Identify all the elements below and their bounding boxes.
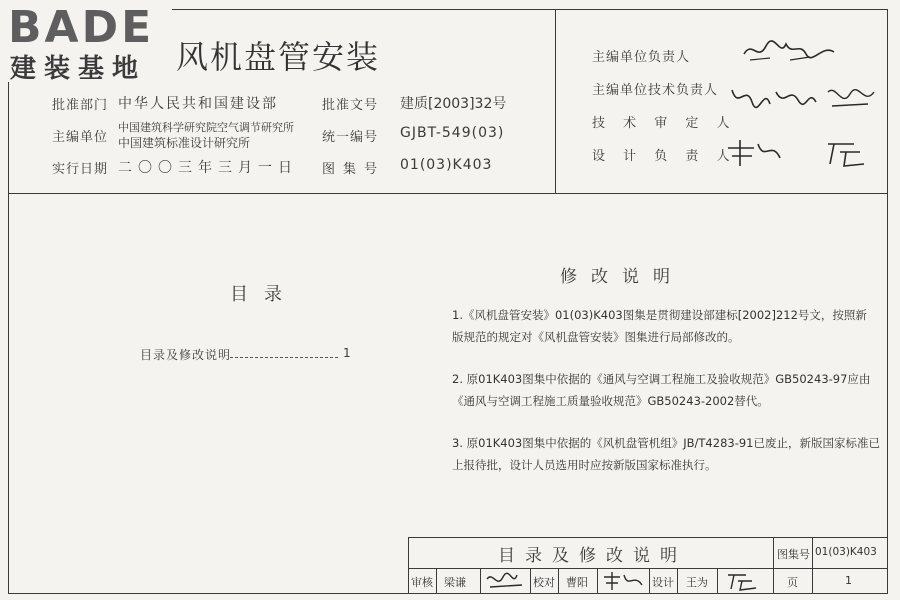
tb-atlas-no-value: 01(03)K403 bbox=[815, 546, 877, 558]
note-1-line-2: 版规范的规定对《风机盘管安装》图集进行局部修改的。 bbox=[452, 330, 740, 344]
tb-review-name: 梁谦 bbox=[444, 576, 466, 589]
signature-designer bbox=[724, 136, 874, 170]
tb-check-name: 曹阳 bbox=[566, 576, 588, 589]
tb-check-signature bbox=[600, 569, 646, 593]
approval-no-label: 批准文号 bbox=[322, 98, 379, 113]
title-block-col-1 bbox=[773, 537, 774, 594]
note-3-line-2: 上报待批，设计人员选用时应按新版国家标准执行。 bbox=[452, 458, 717, 472]
effective-date-label: 实行日期 bbox=[52, 162, 109, 177]
tb-review-label: 审核 bbox=[411, 576, 433, 589]
note-1-line-1: 1.《风机盘管安装》01(03)K403图集是贯彻建设部建标[2002]212号文，按照新 bbox=[452, 308, 867, 322]
tb-cell-sep-6 bbox=[649, 568, 650, 594]
signature-chief-tech bbox=[728, 80, 878, 114]
document-title: 风机盘管安装 bbox=[176, 38, 381, 76]
tb-check-label: 校对 bbox=[533, 576, 555, 589]
tb-cell-sep-5 bbox=[597, 568, 598, 594]
toc-item-label[interactable]: 目录及修改说明 bbox=[140, 348, 232, 362]
chief-editor-head-label: 主编单位负责人 bbox=[592, 50, 691, 65]
note-2-line-2: 《通风与空调工程施工质量验收规范》GB50243-2002替代。 bbox=[452, 394, 769, 408]
tb-cell-sep-3 bbox=[530, 568, 531, 594]
effective-date-value: 二〇〇三年三月一日 bbox=[118, 160, 298, 176]
tb-cell-sep-4 bbox=[558, 568, 559, 594]
designer-label: 设 计 负 责 人 bbox=[592, 149, 737, 164]
reviewer-label: 技 术 审 定 人 bbox=[592, 116, 737, 131]
editor-units-label: 主编单位 bbox=[52, 130, 109, 145]
atlas-no-value: 01(03)K403 bbox=[400, 157, 493, 173]
tb-design-signature bbox=[722, 569, 768, 593]
sheet-title: 目录及修改说明 bbox=[498, 546, 687, 566]
unified-no-value: GJBT-549(03) bbox=[400, 125, 505, 141]
toc-title: 目录 bbox=[230, 284, 298, 305]
tb-cell-sep-7 bbox=[677, 568, 678, 594]
note-3-line-1: 3. 原01K403图集中依据的《风机盘管机组》JB/T4283-91已废止，新版国家标准已 bbox=[452, 436, 880, 450]
logo-slogan: 建装基地 bbox=[10, 54, 147, 84]
note-2-line-1: 2. 原01K403图集中依据的《通风与空调工程施工及验收规范》GB50243-97应由 bbox=[452, 372, 871, 386]
tb-cell-sep-1 bbox=[436, 568, 437, 594]
editor-unit-2: 中国建筑标准设计研究所 bbox=[118, 136, 251, 150]
tb-design-label: 设计 bbox=[652, 576, 674, 589]
tb-atlas-no-label: 图集号 bbox=[777, 548, 810, 561]
tb-design-name: 王为 bbox=[686, 576, 708, 589]
approving-dept-value: 中华人民共和国建设部 bbox=[118, 96, 278, 112]
approving-dept-label: 批准部门 bbox=[52, 98, 109, 113]
logo bbox=[0, 0, 172, 82]
toc-leader-dots bbox=[230, 357, 338, 358]
notes-title: 修改说明 bbox=[560, 267, 684, 287]
approval-no-value: 建质[2003]32号 bbox=[400, 96, 507, 112]
title-block-col-2 bbox=[812, 537, 813, 594]
header-divider bbox=[555, 9, 556, 193]
header-bottom-rule bbox=[8, 193, 888, 194]
atlas-no-label: 图集号 bbox=[322, 162, 386, 177]
unified-no-label: 统一编号 bbox=[322, 130, 379, 145]
tb-page-label: 页 bbox=[787, 576, 798, 589]
toc-item-page[interactable]: 1 bbox=[343, 346, 351, 360]
editor-unit-1: 中国建筑科学研究院空气调节研究所 bbox=[118, 121, 294, 134]
tb-cell-sep-2 bbox=[480, 568, 481, 594]
logo-wordmark: BADE bbox=[8, 2, 155, 53]
signature-chief-editor bbox=[740, 36, 840, 66]
tb-page-no: 1 bbox=[845, 574, 852, 587]
tb-cell-sep-8 bbox=[717, 568, 718, 594]
tb-review-signature bbox=[484, 569, 528, 593]
chief-tech-head-label: 主编单位技术负责人 bbox=[592, 83, 719, 98]
